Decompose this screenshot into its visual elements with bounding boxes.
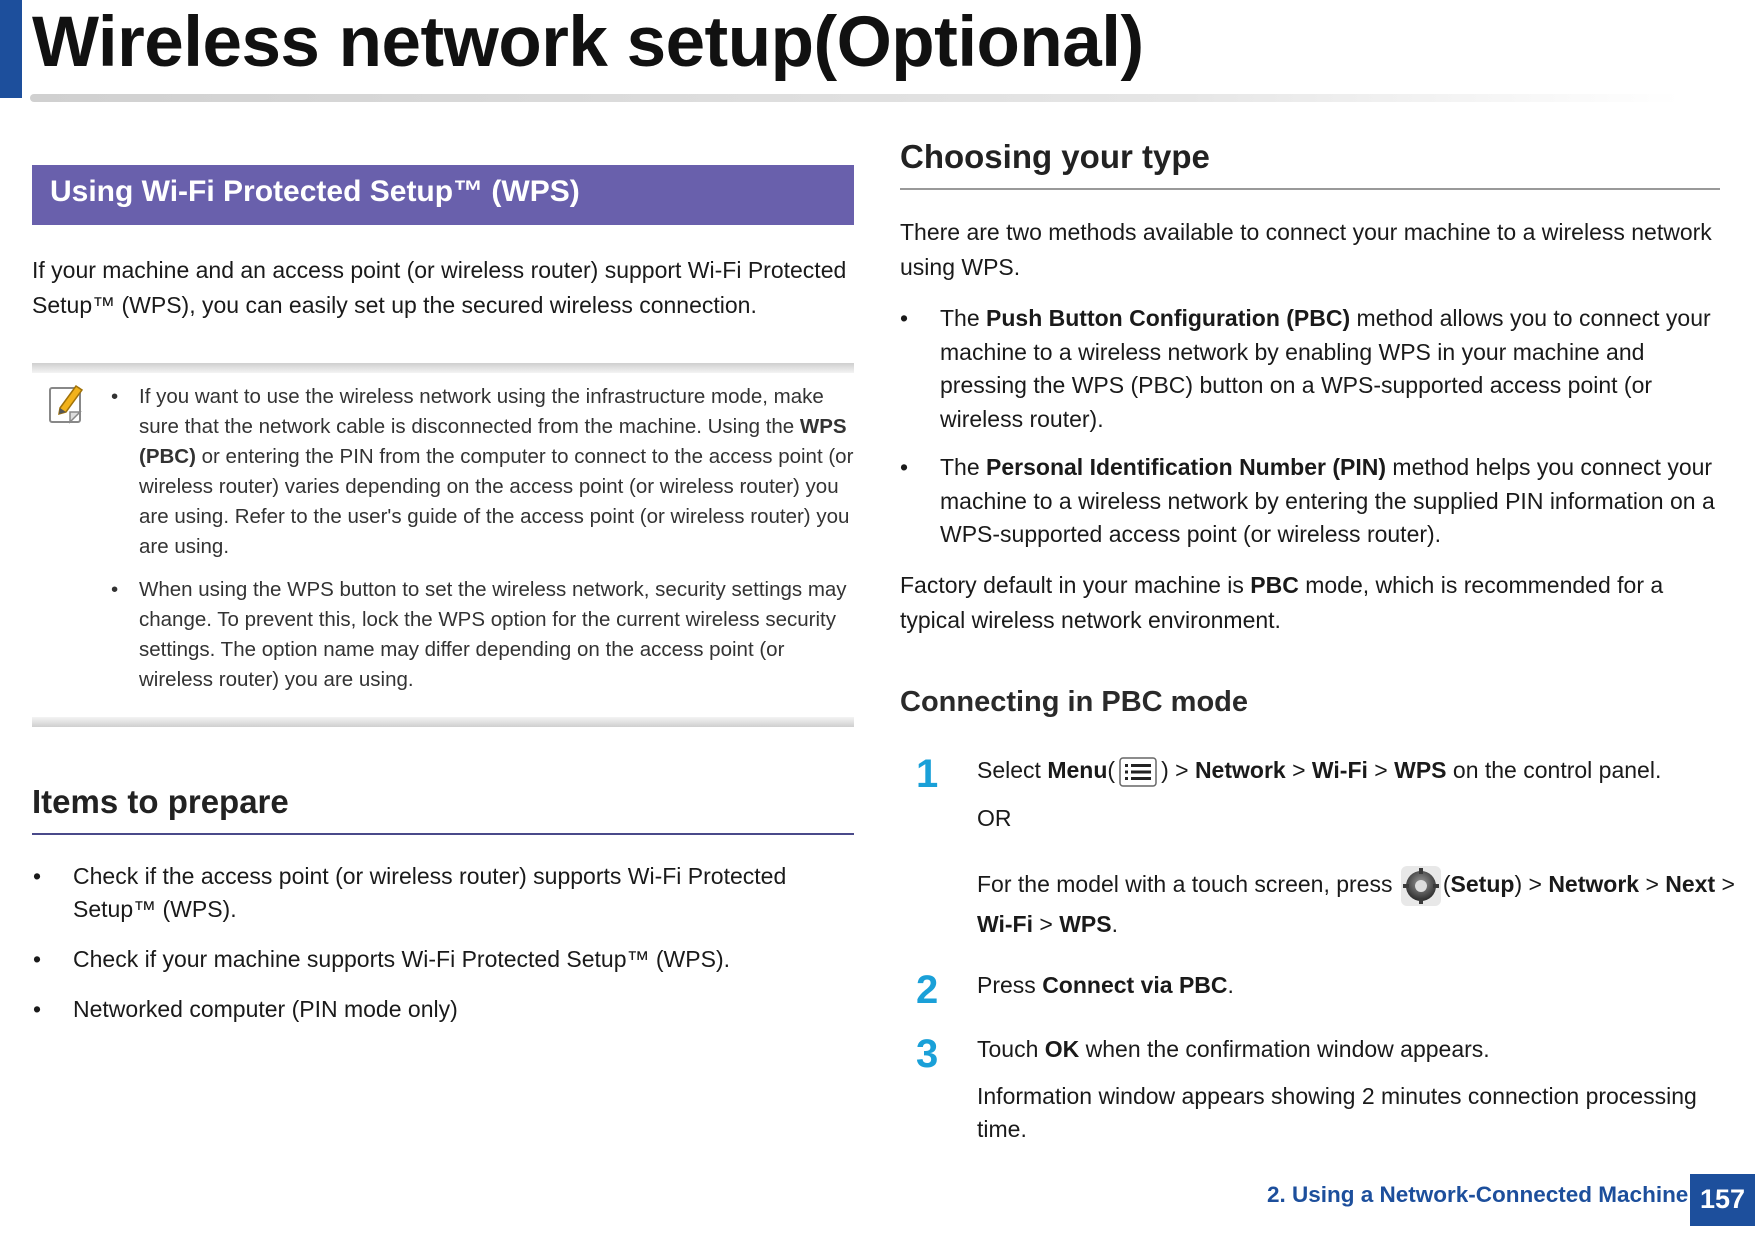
choosing-type-heading: Choosing your type [900, 138, 1210, 175]
pbc-text: The [940, 305, 987, 331]
bullet-dot: • [111, 385, 119, 408]
items-heading-rule [32, 833, 854, 835]
setup-gear-icon [1401, 866, 1441, 906]
section-banner-title: Using Wi-Fi Protected Setup™ (WPS) [50, 175, 580, 208]
step-number-3: 3 [916, 1032, 939, 1076]
step-number-2: 2 [916, 968, 939, 1012]
note-bold-wps-pbc: WPS (PBC) [139, 415, 847, 468]
title-divider [30, 94, 1680, 102]
pin-method-item: • The Personal Identification Number (PIN) method helps you connect your machine to a wireless network by entering the supplied PIN information on a WPS-supported access point (or wireless router). [900, 454, 1715, 547]
factory-bold-pbc: PBC [1250, 572, 1299, 598]
note-item-infrastructure [111, 382, 854, 562]
note-text: When using the WPS button to set the wireless network, security settings may change. To prevent this, lock the WPS option for the current wireless security settings. The option name may differ depending on the access point (or wireless router) you are using. [139, 578, 847, 691]
list-item: • Check if your machine supports Wi-Fi Protected Setup™ (WPS). [33, 946, 730, 972]
choosing-heading-rule [900, 188, 1720, 190]
menu-icon [1119, 757, 1157, 787]
section-banner [32, 165, 854, 225]
note-item-wps-button [111, 575, 854, 695]
note-top-border [32, 363, 854, 373]
note-bottom-border [32, 717, 854, 727]
list-item: • Networked computer (PIN mode only) [33, 996, 458, 1022]
header-accent-bar [0, 0, 22, 98]
pencil-note-icon [48, 382, 86, 426]
ok-label: OK [1044, 1036, 1080, 1062]
list-item-text: Check if your machine supports Wi-Fi Protected Setup™ (WPS). [73, 946, 730, 972]
note-text: If you want to use the wireless network using the infrastructure mode, make sure that the network cable is disconnected from the machine. Using the [139, 385, 824, 438]
pbc-text: method allows you to connect your machine to a wireless network by enabling WPS in your machine and pressing the WPS (PBC) button on a WPS-supported access point (or wireless router). [940, 305, 1711, 432]
page-title: Wireless network setup(Optional) [32, 3, 1144, 82]
list-item-text: Networked computer (PIN mode only) [73, 996, 458, 1022]
pin-bold: Personal Identification Number (PIN) [986, 454, 1387, 480]
list-item: • Check if the access point (or wireless router) supports Wi-Fi Protected Setup™ (WPS). [33, 863, 787, 922]
pbc-bold: Push Button Configuration (PBC) [986, 305, 1351, 331]
step3-text: Touch OK when the confirmation window appears. [977, 1036, 1490, 1062]
factory-text: mode, which is recommended for a typical wireless network environment. [900, 572, 1664, 633]
bullet-dot: • [111, 578, 119, 601]
pbc-method-item: • The Push Button Configuration (PBC) method allows you to connect your machine to a wireless network by enabling WPS in your machine and pressing the WPS (PBC) button on a WPS-supported access point (or wireless router). [900, 305, 1711, 432]
note-text: or entering the PIN from the computer to connect to the access point (or wireless router) varies depending on the access point (or wireless router) you are using. Refer to the user's guide of the access point (or wireless router) you are using. [139, 445, 854, 558]
step1-or: OR [977, 805, 1012, 831]
step1-text: Select Menu( ) > Network > Wi-Fi > WPS on the control panel. [977, 753, 1661, 788]
pbc-mode-heading: Connecting in PBC mode [900, 686, 1248, 718]
page-number: 157 [1690, 1174, 1755, 1226]
choosing-intro: There are two methods available to connect your machine to a wireless network using WPS. [900, 219, 1712, 280]
step3-info: Information window appears showing 2 minutes connection processing time. [977, 1083, 1697, 1142]
items-to-prepare-heading: Items to prepare [32, 783, 289, 820]
step-number-1: 1 [916, 752, 939, 796]
step2-text: Press Connect via PBC. [977, 972, 1234, 998]
step1-touch-text: For the model with a touch screen, press (Setup) > Network > Next > Wi-Fi > WPS. [977, 866, 1737, 943]
connect-via-pbc-label: Connect via PBC [1042, 972, 1228, 998]
intro-paragraph: If your machine and an access point (or wireless router) support Wi-Fi Protected Setup™ (WPS), you can easily set up the secured wireless connection. [32, 257, 847, 318]
pin-text: The [940, 454, 987, 480]
factory-default-paragraph [900, 568, 1730, 638]
list-item-text: Check if the access point (or wireless router) supports Wi-Fi Protected Setup™ (WPS). [73, 863, 787, 922]
pin-text: method helps you connect your machine to a wireless network by entering the supplied PIN information on a WPS-supported access point (or wireless router). [940, 454, 1715, 547]
factory-text: Factory default in your machine is [900, 572, 1251, 598]
menu-label: Menu [1047, 757, 1108, 783]
footer-section-title: 2. Using a Network-Connected Machine [1267, 1182, 1689, 1207]
